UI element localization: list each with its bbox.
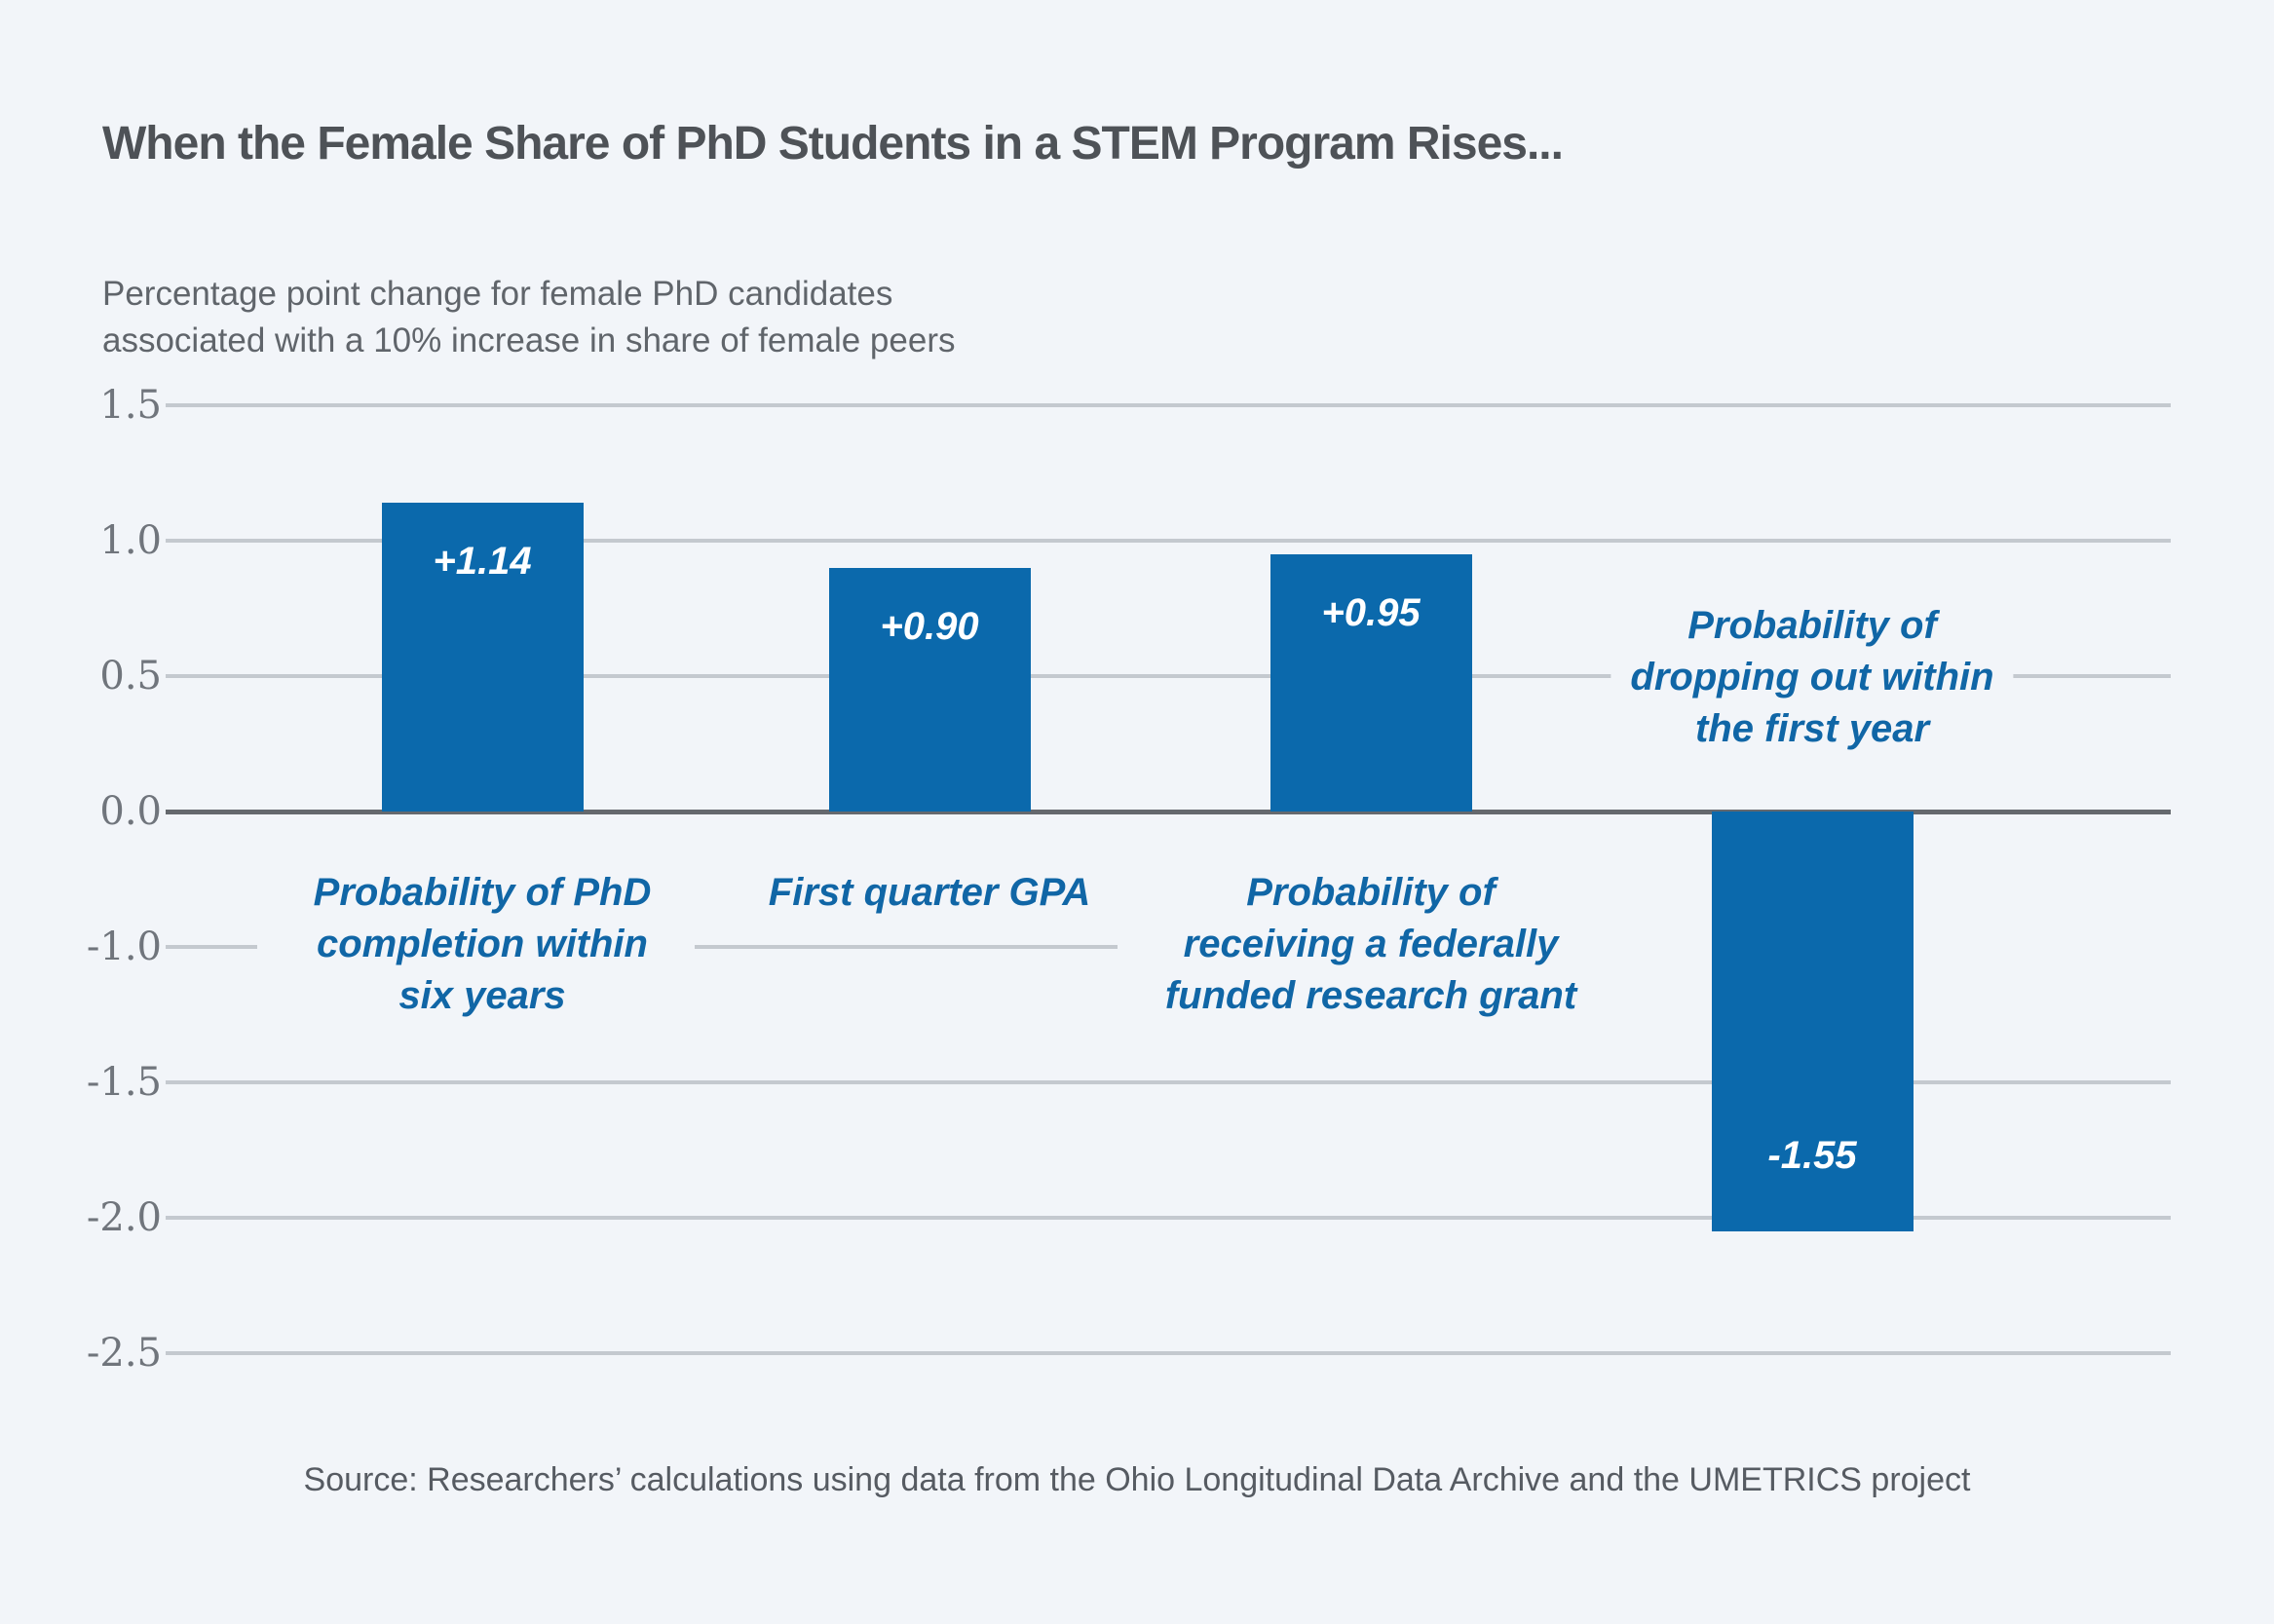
y-tick-label: 1.5 bbox=[99, 383, 162, 428]
gridline bbox=[166, 945, 257, 949]
category-label-line: funded research grant bbox=[1164, 974, 1577, 1017]
gridline bbox=[166, 403, 2171, 407]
y-tick-label: -1.5 bbox=[86, 1060, 162, 1105]
category-label-line: Probability of bbox=[1246, 871, 1496, 914]
category-label-line: completion within bbox=[317, 923, 648, 965]
category-label bbox=[294, 861, 671, 1028]
category-label bbox=[1146, 861, 1596, 1028]
y-tick-label: 1.0 bbox=[99, 518, 162, 563]
y-tick-label: 0.5 bbox=[99, 654, 162, 699]
gridline bbox=[166, 1351, 2171, 1355]
category-label bbox=[1611, 594, 2013, 761]
bar-value-label: +0.95 bbox=[1321, 591, 1421, 634]
y-tick-label: -1.0 bbox=[86, 925, 162, 969]
category-label-line: six years bbox=[398, 974, 566, 1017]
category-label-line: the first year bbox=[1694, 707, 1930, 750]
category-label-line: Probability of PhD bbox=[313, 871, 652, 914]
category-label-line: Probability of bbox=[1687, 604, 1937, 647]
bar-value-label: +0.90 bbox=[880, 605, 979, 648]
y-tick-label: -2.5 bbox=[86, 1331, 162, 1376]
bar-value-label: +1.14 bbox=[433, 540, 532, 583]
gridline bbox=[695, 945, 1118, 949]
category-label-line: receiving a federally bbox=[1183, 923, 1559, 965]
source-note: Source: Researchers’ calculations using data from the Ohio Longitudinal Data Archive and the UMETRICS project bbox=[303, 1461, 1971, 1498]
category-label-line: dropping out within bbox=[1630, 656, 1994, 699]
category-label bbox=[749, 861, 1110, 925]
axis-description-line-1: Percentage point change for female PhD candidates bbox=[102, 275, 893, 313]
bar-value-label: -1.55 bbox=[1767, 1134, 1857, 1177]
axis-description-line-2: associated with a 10% increase in share of female peers bbox=[102, 321, 956, 359]
chart-title: When the Female Share of PhD Students in a STEM Program Rises... bbox=[102, 118, 1563, 170]
y-tick-label: -2.0 bbox=[86, 1195, 162, 1240]
y-tick-label: 0.0 bbox=[99, 789, 162, 834]
category-label-line: First quarter GPA bbox=[768, 871, 1091, 914]
